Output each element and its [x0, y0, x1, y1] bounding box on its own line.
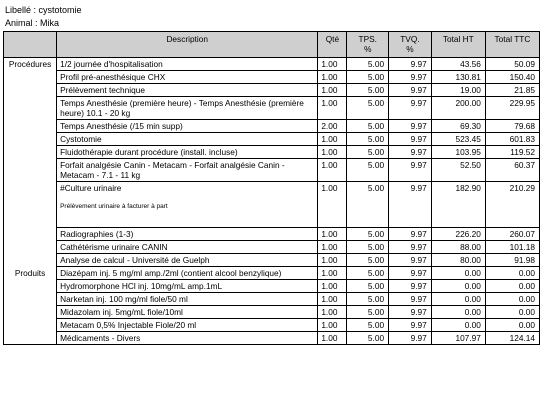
- qty-cell: [318, 280, 347, 293]
- tps-cell: [347, 97, 389, 120]
- tvq-cell-text: 9.97: [410, 134, 427, 144]
- total-ht-cell: [431, 267, 485, 280]
- tps-cell: [347, 332, 389, 345]
- table-row: [4, 254, 540, 267]
- total-ttc-cell: [485, 133, 539, 146]
- tvq-cell: [389, 228, 432, 241]
- libelle-label: Libellé : cystotomie: [5, 5, 82, 15]
- category-cell-text: Procédures: [8, 59, 52, 69]
- description-cell: [57, 58, 318, 71]
- table-row: [4, 71, 540, 84]
- description-cell-text: Médicaments - Divers: [60, 333, 141, 343]
- qty-cell-text: 1.00: [321, 147, 338, 157]
- total-ht-cell-text: 0.00: [464, 281, 481, 291]
- table-row: [4, 306, 540, 319]
- total-ttc-cell-text: 601.83: [509, 134, 535, 144]
- total-ttc-cell: [485, 84, 539, 97]
- description-cell-text: Temps Anesthésie (/15 min supp): [60, 121, 183, 131]
- description-cell: [57, 146, 318, 159]
- qty-cell: [318, 267, 347, 280]
- qty-cell-text: 1.00: [321, 268, 338, 278]
- total-ht-cell-text: 182.90: [455, 183, 481, 193]
- total-ttc-cell-text: 21.85: [514, 85, 535, 95]
- total-ttc-cell-text: 0.00: [518, 320, 535, 330]
- tvq-cell-text: 9.97: [410, 59, 427, 69]
- total-ht-cell: [431, 332, 485, 345]
- total-ttc-cell: [485, 146, 539, 159]
- tvq-cell-text: 9.97: [410, 98, 427, 108]
- tvq-cell: [389, 84, 432, 97]
- description-cell-text: Midazolam inj. 5mg/mL fiole/10ml: [60, 307, 183, 317]
- description-cell: [57, 280, 318, 293]
- description-cell: [57, 84, 318, 97]
- table-row: [4, 133, 540, 146]
- tps-cell-text: 5.00: [367, 242, 385, 252]
- table-row: [4, 159, 540, 182]
- tvq-cell-text: 9.97: [410, 229, 427, 239]
- total-ht-cell-text: 130.81: [455, 72, 481, 82]
- description-cell-text: Metacam 0,5% Injectable Fiole/20 ml: [60, 320, 197, 330]
- tps-cell: [347, 241, 389, 254]
- invoice-table: [3, 31, 540, 345]
- total-ht-cell-text: 523.45: [455, 134, 481, 144]
- total-ht-cell-text: 0.00: [464, 294, 481, 304]
- category-cell: [4, 120, 57, 133]
- col-header-description: Description: [57, 32, 318, 58]
- table-row: [4, 120, 540, 133]
- qty-cell-text: 1.00: [321, 72, 338, 82]
- total-ht-cell: [431, 306, 485, 319]
- total-ht-cell: [431, 280, 485, 293]
- description-cell: [57, 267, 318, 280]
- qty-cell-text: 1.00: [321, 281, 338, 291]
- qty-cell-text: 1.00: [321, 255, 338, 265]
- table-row: [4, 267, 540, 280]
- total-ht-cell-text: 69.30: [460, 121, 481, 131]
- total-ttc-cell: [485, 254, 539, 267]
- total-ttc-cell-text: 0.00: [518, 281, 535, 291]
- tvq-cell-text: 9.97: [410, 255, 427, 265]
- qty-cell-text: 1.00: [321, 229, 338, 239]
- total-ht-cell: [431, 159, 485, 182]
- category-cell: [4, 267, 57, 280]
- category-cell: [4, 306, 57, 319]
- description-cell: [57, 293, 318, 306]
- table-row: [4, 97, 540, 120]
- qty-cell: [318, 228, 347, 241]
- tvq-cell-text: 9.97: [410, 147, 427, 157]
- description-note: Prélèvement urinaire à facturer à part: [60, 203, 168, 210]
- tvq-cell: [389, 254, 432, 267]
- total-ttc-cell: [485, 97, 539, 120]
- table-row: [4, 146, 540, 159]
- total-ttc-cell: [485, 332, 539, 345]
- description-cell-text: 1/2 journée d'hospitalisation: [60, 59, 163, 69]
- category-cell: [4, 280, 57, 293]
- qty-cell-text: 2.00: [321, 121, 338, 131]
- description-cell: [57, 71, 318, 84]
- tvq-cell: [389, 267, 432, 280]
- total-ht-cell-text: 19.00: [460, 85, 481, 95]
- total-ttc-cell: [485, 71, 539, 84]
- table-row: [4, 241, 540, 254]
- category-cell: [4, 332, 57, 345]
- col-header-total-ht: Total HT: [431, 32, 485, 58]
- table-row: [4, 84, 540, 97]
- total-ht-cell-text: 226.20: [455, 229, 481, 239]
- total-ttc-cell: [485, 267, 539, 280]
- qty-cell: [318, 306, 347, 319]
- tvq-cell: [389, 71, 432, 84]
- table-row: [4, 280, 540, 293]
- tps-cell-text: 5.00: [367, 59, 385, 69]
- total-ttc-cell: [485, 306, 539, 319]
- tvq-cell: [389, 120, 432, 133]
- tvq-cell-text: 9.97: [410, 85, 427, 95]
- category-cell: [4, 293, 57, 306]
- tps-cell: [347, 182, 389, 228]
- description-cell: [57, 332, 318, 345]
- total-ht-cell: [431, 58, 485, 71]
- qty-cell: [318, 332, 347, 345]
- qty-cell: [318, 254, 347, 267]
- total-ht-cell: [431, 293, 485, 306]
- total-ttc-cell-text: 101.18: [509, 242, 535, 252]
- tvq-cell-text: 9.97: [410, 72, 427, 82]
- tps-cell: [347, 159, 389, 182]
- total-ht-cell: [431, 319, 485, 332]
- description-cell-text: Fluidothérapie durant procédure (install. incluse): [60, 147, 238, 157]
- tps-cell: [347, 71, 389, 84]
- total-ttc-cell-text: 79.68: [514, 121, 535, 131]
- total-ht-cell: [431, 146, 485, 159]
- col-header-total-ttc: Total TTC: [485, 32, 539, 58]
- total-ttc-cell-text: 119.52: [510, 147, 535, 157]
- description-cell-text: Radiographies (1-3): [60, 229, 134, 239]
- total-ht-cell: [431, 133, 485, 146]
- total-ttc-cell: [485, 228, 539, 241]
- total-ht-cell-text: 107.97: [455, 333, 481, 343]
- description-cell-text: Prélèvement technique: [60, 85, 145, 95]
- total-ttc-cell-text: 150.40: [509, 72, 535, 82]
- animal-label: Animal : Mika: [5, 18, 60, 28]
- tps-cell-text: 5.00: [367, 98, 385, 108]
- qty-cell-text: 1.00: [321, 307, 338, 317]
- tps-cell-text: 5.00: [367, 255, 385, 265]
- tvq-cell-text: 9.97: [410, 242, 427, 252]
- qty-cell: [318, 241, 347, 254]
- tps-cell-text: 5.00: [367, 121, 385, 131]
- tps-cell-text: 5.00: [367, 333, 385, 343]
- category-cell: [4, 146, 57, 159]
- tps-cell-text: 5.00: [367, 294, 385, 304]
- table-row: [4, 228, 540, 241]
- qty-cell: [318, 146, 347, 159]
- tvq-cell-text: 9.97: [410, 183, 427, 193]
- tvq-cell: [389, 182, 432, 228]
- tps-cell: [347, 133, 389, 146]
- tvq-cell: [389, 319, 432, 332]
- tvq-cell: [389, 97, 432, 120]
- qty-cell-text: 1.00: [321, 320, 338, 330]
- total-ht-cell: [431, 182, 485, 228]
- total-ttc-cell-text: 60.37: [514, 160, 535, 170]
- total-ttc-cell: [485, 159, 539, 182]
- description-cell: [57, 241, 318, 254]
- tps-cell-text: 5.00: [367, 183, 385, 193]
- tvq-cell-text: 9.97: [410, 160, 427, 170]
- category-cell: [4, 319, 57, 332]
- qty-cell: [318, 159, 347, 182]
- qty-cell-text: 1.00: [321, 160, 338, 170]
- col-header-qty: Qté: [318, 32, 347, 58]
- qty-cell: [318, 97, 347, 120]
- table-header: [4, 32, 540, 58]
- header-row: [4, 32, 540, 58]
- total-ttc-cell-text: 229.95: [509, 98, 535, 108]
- description-cell: [57, 182, 318, 228]
- total-ht-cell-text: 103.95: [455, 147, 481, 157]
- qty-cell-text: 1.00: [321, 183, 338, 193]
- total-ttc-cell-text: 210.29: [509, 183, 535, 193]
- tvq-cell-text: 9.97: [410, 333, 427, 343]
- tvq-cell: [389, 332, 432, 345]
- tps-cell: [347, 293, 389, 306]
- category-cell: [4, 254, 57, 267]
- tvq-cell-text: 9.97: [410, 307, 427, 317]
- qty-cell: [318, 133, 347, 146]
- total-ttc-cell-text: 0.00: [518, 268, 535, 278]
- tvq-cell-text: 9.97: [410, 294, 427, 304]
- qty-cell-text: 1.00: [321, 59, 338, 69]
- tvq-cell: [389, 58, 432, 71]
- col-header-tps: TPS. %: [347, 32, 389, 58]
- description-cell-text: Narketan inj. 100 mg/ml fiole/50 ml: [60, 294, 188, 304]
- tvq-cell: [389, 133, 432, 146]
- description-cell-text: Hydromorphone HCl inj. 10mg/mL amp.1mL: [60, 281, 223, 291]
- table-row: [4, 182, 540, 228]
- description-cell-text: Diazépam inj. 5 mg/ml amp./2ml (contient alcool benzylique): [60, 268, 282, 278]
- description-cell: [57, 120, 318, 133]
- table-row: [4, 319, 540, 332]
- qty-cell: [318, 319, 347, 332]
- qty-cell: [318, 84, 347, 97]
- qty-cell-text: 1.00: [321, 85, 338, 95]
- tps-cell: [347, 267, 389, 280]
- category-cell: [4, 84, 57, 97]
- description-cell: [57, 254, 318, 267]
- description-cell: [57, 306, 318, 319]
- qty-cell: [318, 293, 347, 306]
- tps-cell-text: 5.00: [367, 281, 385, 291]
- description-cell-text: Temps Anesthésie (première heure) - Temps Anesthésie (première heure) 10.1 - 20 kg: [60, 98, 304, 118]
- tps-cell-text: 5.00: [367, 307, 385, 317]
- total-ttc-cell-text: 0.00: [518, 307, 535, 317]
- total-ht-cell: [431, 241, 485, 254]
- total-ht-cell: [431, 97, 485, 120]
- tps-cell: [347, 84, 389, 97]
- category-cell: [4, 182, 57, 228]
- tps-cell-text: 5.00: [367, 320, 385, 330]
- qty-cell-text: 1.00: [321, 134, 338, 144]
- category-cell-text: Produits: [14, 267, 46, 278]
- total-ttc-cell: [485, 182, 539, 228]
- category-cell: [4, 159, 57, 182]
- category-cell: [4, 241, 57, 254]
- total-ttc-cell: [485, 120, 539, 133]
- total-ttc-cell: [485, 293, 539, 306]
- tps-cell-text: 5.00: [367, 160, 385, 170]
- description-cell: [57, 319, 318, 332]
- col-header-category: [4, 32, 57, 58]
- description-cell-text: Analyse de calcul - Université de Guelph: [60, 255, 210, 265]
- qty-cell-text: 1.00: [321, 98, 338, 108]
- qty-cell: [318, 58, 347, 71]
- tvq-cell: [389, 159, 432, 182]
- total-ht-cell: [431, 254, 485, 267]
- tvq-cell: [389, 241, 432, 254]
- total-ht-cell-text: 52.50: [460, 160, 481, 170]
- table-body: [4, 58, 540, 345]
- description-cell-text: Profil pré-anesthésique CHX: [60, 72, 166, 82]
- tps-cell: [347, 254, 389, 267]
- description-cell-text: Cystotomie: [60, 134, 102, 144]
- category-cell: [4, 97, 57, 120]
- tps-cell: [347, 58, 389, 71]
- tvq-cell-text: 9.97: [410, 320, 427, 330]
- tps-cell: [347, 228, 389, 241]
- tps-cell-text: 5.00: [367, 268, 385, 278]
- total-ht-cell: [431, 228, 485, 241]
- description-cell-text: Forfait analgésie Canin - Metacam - Forfait analgésie Canin - Metacam - 7.1 - 11 kg: [60, 160, 285, 180]
- total-ttc-cell-text: 124.14: [509, 333, 535, 343]
- tps-cell: [347, 280, 389, 293]
- tps-cell-text: 5.00: [367, 85, 385, 95]
- category-cell: [4, 228, 57, 241]
- total-ht-cell: [431, 84, 485, 97]
- total-ttc-cell: [485, 241, 539, 254]
- description-cell-text: Cathétérisme urinaire CANIN: [60, 242, 168, 252]
- total-ht-cell-text: 200.00: [455, 98, 481, 108]
- qty-cell-text: 1.00: [321, 333, 338, 343]
- description-cell: [57, 228, 318, 241]
- tps-cell-text: 5.00: [367, 72, 385, 82]
- tps-cell: [347, 306, 389, 319]
- total-ht-cell-text: 0.00: [464, 320, 481, 330]
- category-cell: [4, 71, 57, 84]
- tvq-cell-text: 9.97: [410, 268, 427, 278]
- total-ht-cell: [431, 71, 485, 84]
- total-ttc-cell-text: 0.00: [518, 294, 535, 304]
- total-ht-cell-text: 0.00: [464, 268, 481, 278]
- tps-cell: [347, 146, 389, 159]
- total-ht-cell-text: 0.00: [464, 307, 481, 317]
- tvq-cell: [389, 146, 432, 159]
- qty-cell-text: 1.00: [321, 242, 338, 252]
- tps-cell: [347, 120, 389, 133]
- tvq-cell: [389, 306, 432, 319]
- description-cell: [57, 159, 318, 182]
- tps-cell-text: 5.00: [367, 229, 385, 239]
- total-ttc-cell-text: 91.98: [514, 255, 535, 265]
- total-ttc-cell: [485, 58, 539, 71]
- tvq-cell: [389, 280, 432, 293]
- category-cell: [4, 133, 57, 146]
- tvq-cell-text: 9.97: [410, 121, 427, 131]
- table-row: [4, 332, 540, 345]
- tvq-cell: [389, 293, 432, 306]
- table-row: [4, 293, 540, 306]
- description-cell: [57, 133, 318, 146]
- qty-cell: [318, 120, 347, 133]
- category-cell: [4, 58, 57, 71]
- total-ttc-cell: [485, 319, 539, 332]
- total-ttc-cell: [485, 280, 539, 293]
- tps-cell-text: 5.00: [367, 134, 385, 144]
- col-header-tvq: TVQ. %: [389, 32, 432, 58]
- description-cell-text: #Culture urinaire: [60, 183, 122, 193]
- total-ht-cell-text: 43.56: [460, 59, 481, 69]
- total-ttc-cell-text: 260.07: [509, 229, 535, 239]
- qty-cell: [318, 71, 347, 84]
- tps-cell-text: 5.00: [367, 147, 385, 157]
- qty-cell: [318, 182, 347, 228]
- tps-cell: [347, 319, 389, 332]
- qty-cell-text: 1.00: [321, 294, 338, 304]
- tvq-cell-text: 9.97: [410, 281, 427, 291]
- description-cell: [57, 97, 318, 120]
- table-row: [4, 58, 540, 71]
- total-ttc-cell-text: 50.09: [514, 59, 535, 69]
- total-ht-cell-text: 80.00: [460, 255, 481, 265]
- total-ht-cell-text: 88.00: [460, 242, 481, 252]
- total-ht-cell: [431, 120, 485, 133]
